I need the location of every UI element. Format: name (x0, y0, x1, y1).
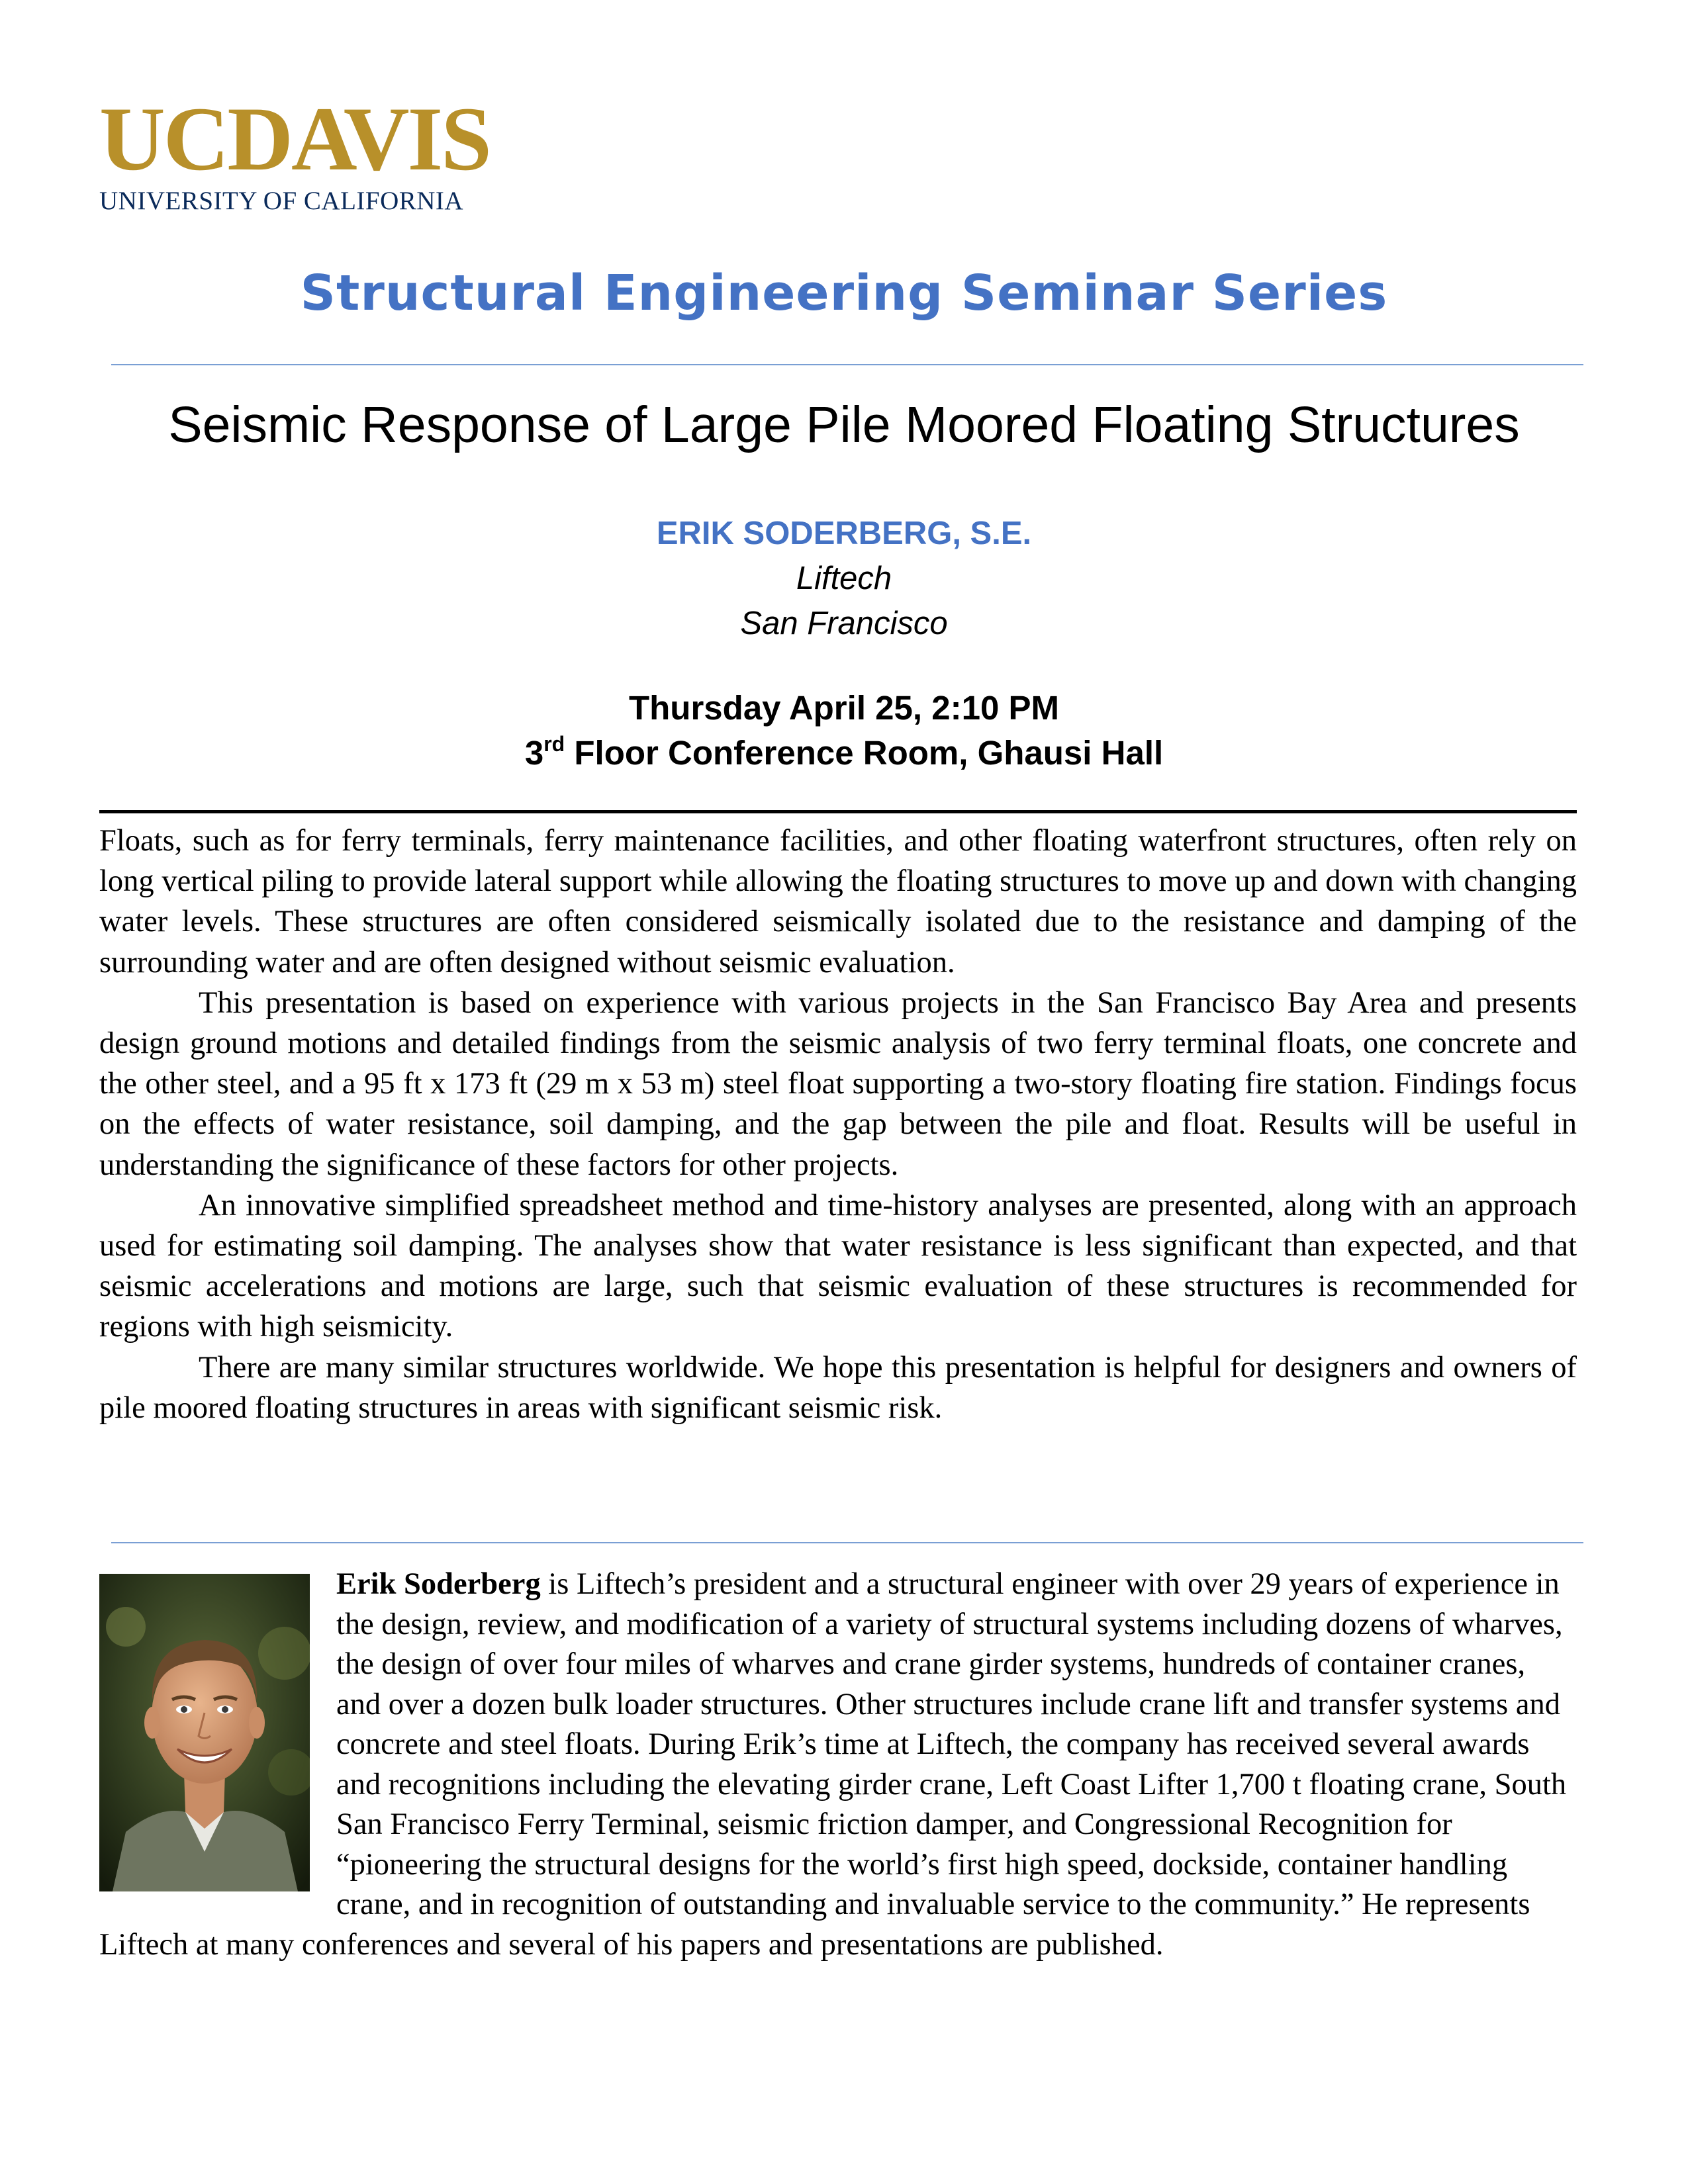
speaker-city: San Francisco (740, 606, 948, 641)
logo-uc: UC (99, 88, 228, 189)
location-floor-suffix: rd (543, 732, 565, 756)
speaker-name: ERIK SODERBERG, S.E. (656, 516, 1032, 551)
event-datetime: Thursday April 25, 2:10 PM (629, 689, 1059, 727)
event-block (0, 686, 1688, 776)
logo-wordmark (99, 88, 523, 189)
bio-text (99, 1565, 1577, 1965)
bio-divider (111, 1542, 1583, 1543)
abstract (99, 821, 1577, 1428)
ucdavis-logo (99, 88, 523, 216)
logo-davis: DAVIS (227, 88, 490, 189)
logo-subtitle: UNIVERSITY OF CALIFORNIA (99, 187, 464, 215)
abstract-paragraph: There are many similar structures worldwide. We hope this presentation is helpful for designers and owners of pile moored floating structures in areas with significant seismic risk. (99, 1350, 1577, 1425)
speaker-block (0, 511, 1688, 646)
location-floor-number: 3 (524, 734, 544, 772)
speaker-bio (99, 1565, 1577, 1965)
event-location (0, 731, 1688, 776)
series-title: Structural Engineering Seminar Series (300, 265, 1388, 322)
abstract-paragraph: An innovative simplified spreadsheet method and time-history analyses are presented, along with an approach used for estimating soil damping. The analyses show that water resistance is less significant than expected, and that seismic accelerations and motions are large, such that seismic evaluation of these structures is recommended for regions with high seismicity. (99, 1188, 1577, 1344)
abstract-paragraph: Floats, such as for ferry terminals, ferry maintenance facilities, and other floating waterfront structures, often rely on long vertical piling to provide lateral support while allowing the floating structures to move up and down with changing water levels. These structures are often considered seismically isolated due to the resistance and damping of the surrounding water and are often designed without seismic evaluation. (99, 824, 1577, 979)
speaker-company: Liftech (796, 561, 892, 596)
speaker-photo (99, 1574, 310, 1891)
bio-name: Erik Soderberg (336, 1567, 541, 1601)
talk-title: Seismic Response of Large Pile Moored Floating Structures (168, 396, 1520, 453)
abstract-divider (99, 810, 1577, 813)
bio-body: is Liftech’s president and a structural engineer with over 29 years of experience in the design, review, and modification of a variety of structural systems including dozens of wharves, the design of over four miles of wharves and crane girder systems, hundreds of container cranes, and over a dozen bulk loader structures. Other structures include crane lift and transfer systems and concrete and steel floats. During Erik’s time at Liftech, the company has received several awards and recognitions including the elevating girder crane, Left Coast Lifter 1,700 t floating crane, South San Francisco Ferry Terminal, seismic friction damper, and Congressional Recognition for “pioneering the structural designs for the world’s first high speed, dockside, container handling crane, and in recognition of outstanding and invaluable service to the community.” He represents Liftech at many conferences and several of his papers and presentations are published. (99, 1567, 1567, 1962)
location-room: Floor Conference Room, Ghausi Hall (565, 734, 1164, 772)
top-divider (111, 364, 1583, 365)
abstract-paragraph: This presentation is based on experience with various projects in the San Francisco Bay Area and presents design ground motions and detailed findings from the seismic analysis of two ferry terminal floats, one concrete and the other steel, and a 95 ft x 173 ft (29 m x 53 m) steel float supporting a two-story floating fire station. Findings focus on the effects of water resistance, soil damping, and the gap between the pile and float. Results will be useful in understanding the significance of these factors for other projects. (99, 985, 1577, 1182)
